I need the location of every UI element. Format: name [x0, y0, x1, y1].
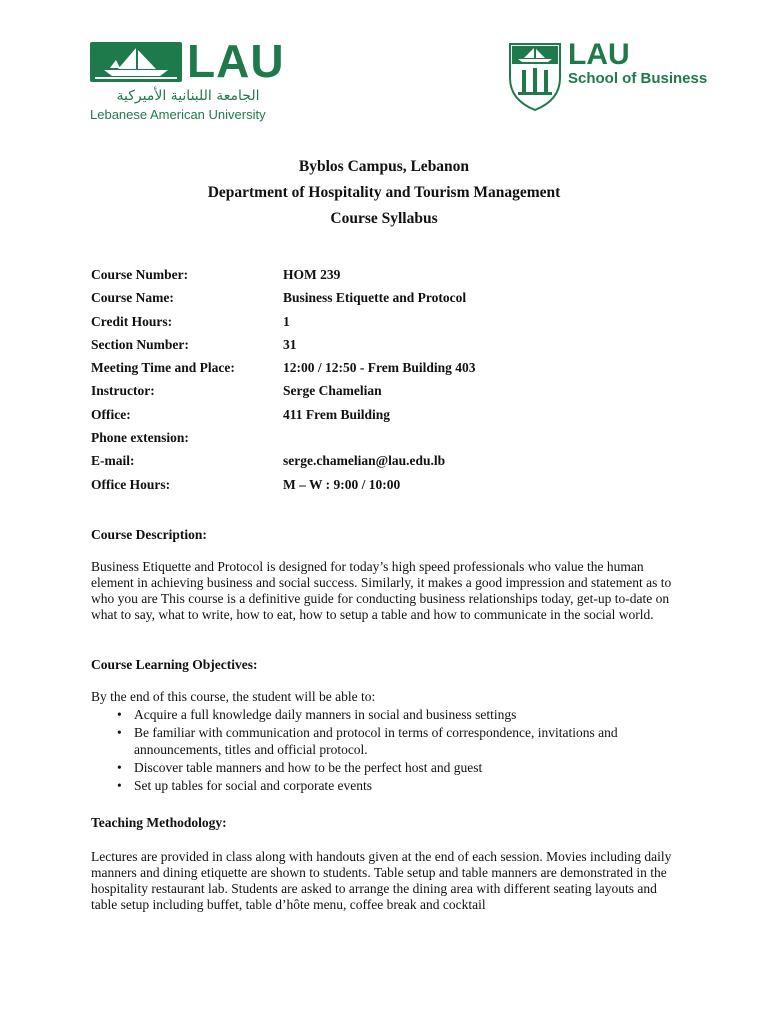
info-label-office: Office:: [91, 407, 131, 422]
info-label-meeting: Meeting Time and Place:: [91, 360, 235, 375]
objectives-list: [91, 707, 677, 796]
objectives-intro: By the end of this course, the student will be able to:: [91, 689, 376, 704]
methodology-text: Lectures are provided in class along with handouts given at the end of each session. Movies including daily manners and dining etiquette are shown to students. Table setup and table manners are demonstrated in the hospitality restaurant lab. Students are asked to arrange the dining area with different seating layouts and table setup including buffet, table d’hôte menu, coffee break and cocktail: [91, 849, 672, 912]
bullet-icon: •: [117, 707, 122, 722]
info-label-phone: Phone extension:: [91, 430, 189, 445]
info-label-instructor: Instructor:: [91, 383, 155, 398]
objective-text: Be familiar with communication and protocol in terms of correspondence, invitations and announcements, titles and official protocol.: [134, 725, 618, 757]
info-label-course-number: Course Number:: [91, 267, 189, 282]
ship-emblem-icon: [90, 42, 182, 82]
info-label-credit-hours: Credit Hours:: [91, 314, 173, 329]
info-value-meeting: 12:00 / 12:50 - Frem Building 403: [283, 360, 476, 375]
list-item: [91, 760, 677, 777]
lau-logo: [90, 35, 290, 122]
info-value-section-number: 31: [283, 337, 297, 352]
arabic-university-name: الجامعة اللبنانية الأميركية: [116, 88, 260, 104]
list-item: [91, 707, 677, 724]
campus-heading: Byblos Campus, Lebanon: [298, 158, 470, 175]
lau-wordmark-right: LAU: [568, 38, 630, 71]
list-item: [91, 725, 677, 758]
info-value-credit-hours: 1: [283, 314, 290, 329]
objective-text: Discover table manners and how to be the perfect host and guest: [134, 759, 483, 775]
bullet-icon: •: [117, 759, 122, 775]
lau-wordmark: LAU: [187, 35, 285, 87]
info-value-office: 411 Frem Building: [283, 407, 391, 422]
doc-type-heading: Course Syllabus: [330, 210, 438, 227]
info-label-office-hours: Office Hours:: [91, 477, 171, 492]
info-value-course-name: Business Etiquette and Protocol: [283, 290, 467, 305]
department-heading: Department of Hospitality and Tourism Management: [207, 184, 561, 201]
school-name: School of Business: [568, 70, 708, 87]
info-value-email[interactable]: serge.chamelian@lau.edu.lb: [283, 453, 446, 468]
school-of-business-logo: [508, 38, 718, 114]
university-name: Lebanese American University: [90, 107, 266, 122]
info-label-course-name: Course Name:: [91, 290, 174, 305]
info-label-section-number: Section Number:: [91, 337, 189, 352]
info-value-instructor: Serge Chamelian: [283, 383, 382, 398]
info-value-course-number: HOM 239: [283, 267, 341, 282]
bullet-icon: •: [117, 777, 122, 793]
info-value-office-hours: M – W : 9:00 / 10:00: [283, 477, 401, 492]
methodology-title: Teaching Methodology:: [91, 815, 227, 830]
info-label-email: E-mail:: [91, 453, 135, 468]
objective-text: Set up tables for social and corporate events: [134, 777, 373, 793]
description-title: Course Description:: [91, 527, 207, 542]
list-item: [91, 778, 677, 795]
objectives-title: Course Learning Objectives:: [91, 657, 258, 672]
shield-emblem-icon: [508, 42, 562, 112]
objective-text: Acquire a full knowledge daily manners in social and business settings: [134, 707, 517, 722]
bullet-icon: •: [117, 725, 122, 740]
description-text: Business Etiquette and Protocol is designed for today’s high speed professionals who value the human element in achieving business and social success. Similarly, it makes a good impression and statement as to who you are This course is a definitive guide for conducting business relationships today, get-up to-date on what to say, what to write, how to eat, how to setup a table and how to communicate in the social world.: [91, 559, 672, 622]
